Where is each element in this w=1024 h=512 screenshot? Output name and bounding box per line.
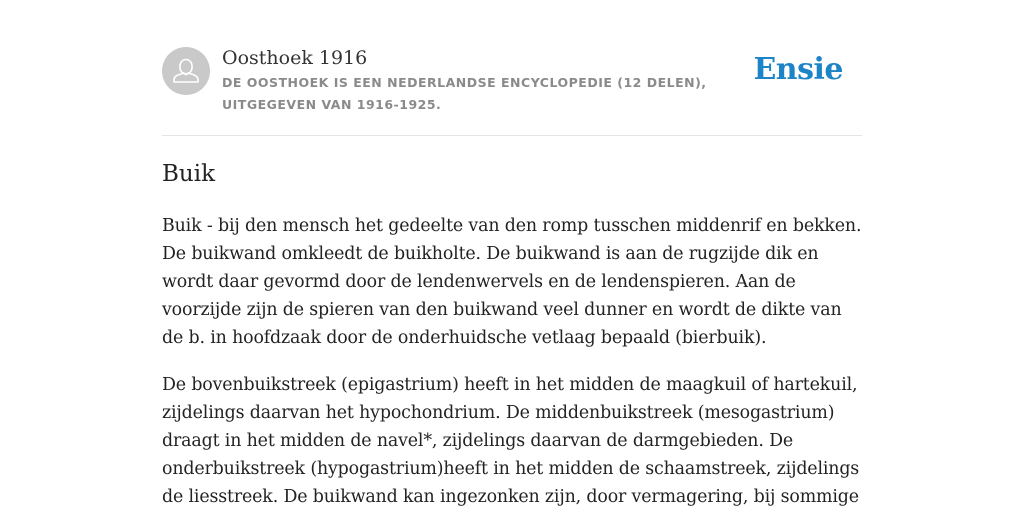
source-avatar[interactable] (162, 47, 210, 95)
source-description: DE OOSTHOEK IS EEN NEDERLANDSE ENCYCLOPEDIE (12 DELEN), UITGEGEVEN VAN 1916-1925. (222, 75, 707, 112)
ensie-logo[interactable]: Ensie (753, 52, 843, 87)
source-title[interactable]: Oosthoek 1916 (222, 47, 368, 69)
article-body (162, 212, 864, 512)
article-paragraph: Buik - bij den mensch het gedeelte van den romp tusschen middenrif en bekken. De buikwand omkleedt de buikholte. De buikwand is aan de rugzijde dik en wordt daar gevormd door de lendenwervels en de lendenspieren. Aan de voorzijde zijn de spieren van den buikwand veel dunner en wordt de dikte van de b. in hoofdzaak door de onderhuidsche vetlaag bepaald (bierbuik). (162, 216, 862, 348)
article-paragraph: De bovenbuikstreek (epigastrium) heeft in het midden de maagkuil of hartekuil, zijdelings daarvan het hypochondrium. De middenbuikstreek (mesogastrium) draagt in het midden de navel*, zijdelings daarvan de darmgebieden. De onderbuikstreek (hypogastrium)heeft in het midden de schaamstreek, zijdelings de liesstreek. De buikwand kan ingezonken zijn, door vermagering, bij sommige (162, 375, 860, 507)
user-icon (162, 47, 210, 95)
page-container (162, 0, 862, 507)
article-title: Buik (162, 161, 216, 187)
source-header (162, 0, 862, 136)
